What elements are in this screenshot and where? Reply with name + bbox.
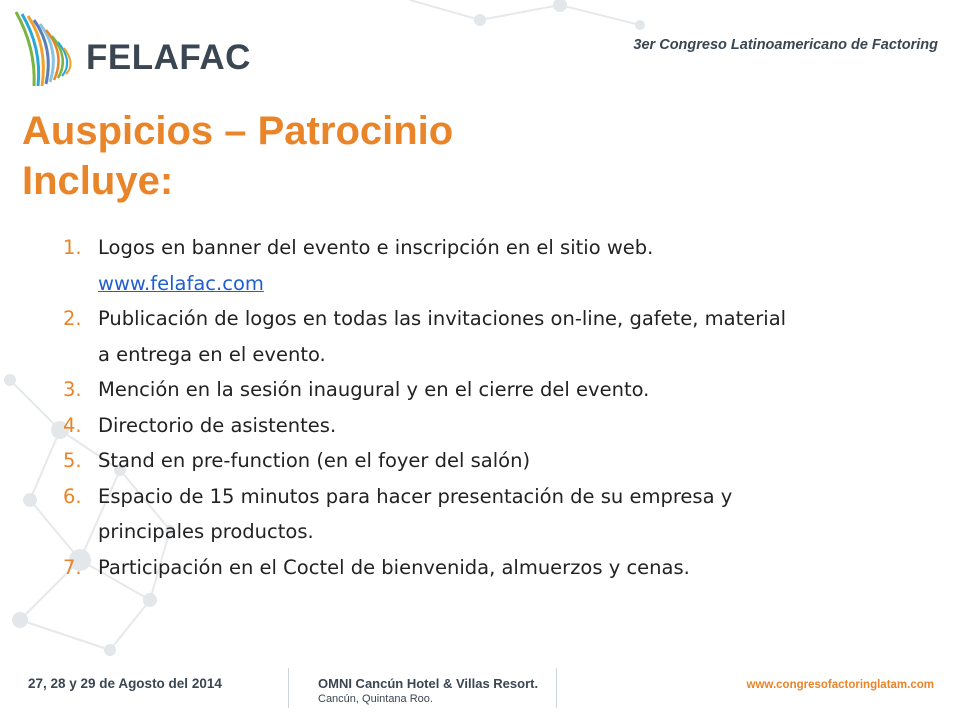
item-number: 6. [63,484,82,508]
item-text: Logos en banner del evento e inscripción en el sitio web. [98,236,654,259]
felafac-website-link[interactable]: www.felafac.com [98,271,264,295]
footer-divider [556,668,557,708]
item-number: 3. [63,378,82,401]
title-line-2: Incluye: [22,159,174,203]
event-venue: OMNI Cancún Hotel & Villas Resort. [318,676,539,691]
item-number: 7. [63,555,82,579]
item-number: 2. [63,307,82,330]
item-number: 4. [63,413,82,437]
title-line-1: Auspicios – Patrocinio [22,109,454,153]
item-text: Espacio de 15 minutos para hacer presentación de su empresa y principales productos. [98,484,733,543]
brand-name: FELAFAC [86,38,251,77]
item-number: 5. [63,449,82,472]
list-item [58,550,798,586]
congress-title: 3er Congreso Latinoamericano de Factoring [633,37,938,53]
footer [0,660,960,720]
list-item [58,230,798,301]
felafac-emblem-icon [12,8,82,90]
item-number: 1. [63,236,82,259]
footer-divider [288,668,289,708]
item-text: Mención en la sesión inaugural y en el cierre del evento. [98,378,650,401]
list-item [58,301,798,372]
slide-title [22,106,453,206]
event-dates: 27, 28 y 29 de Agosto del 2014 [28,676,222,691]
item-text: Publicación de logos en todas las invitaciones on-line, gafete, material a entrega en el evento. [98,307,787,366]
item-text: Stand en pre-function (en el foyer del salón) [98,449,531,472]
list-item [58,479,798,550]
item-text: Participación en el Coctel de bienvenida, almuerzos y cenas. [98,555,690,579]
item-text: Directorio de asistentes. [98,413,337,437]
list-item [58,372,798,408]
list-item [58,443,798,479]
event-city: Cancún, Quintana Roo. [318,693,433,705]
list-item [58,408,798,444]
congress-website: www.congresofactoringlatam.com [746,679,934,691]
benefits-list [58,230,798,585]
felafac-logo [12,8,272,90]
